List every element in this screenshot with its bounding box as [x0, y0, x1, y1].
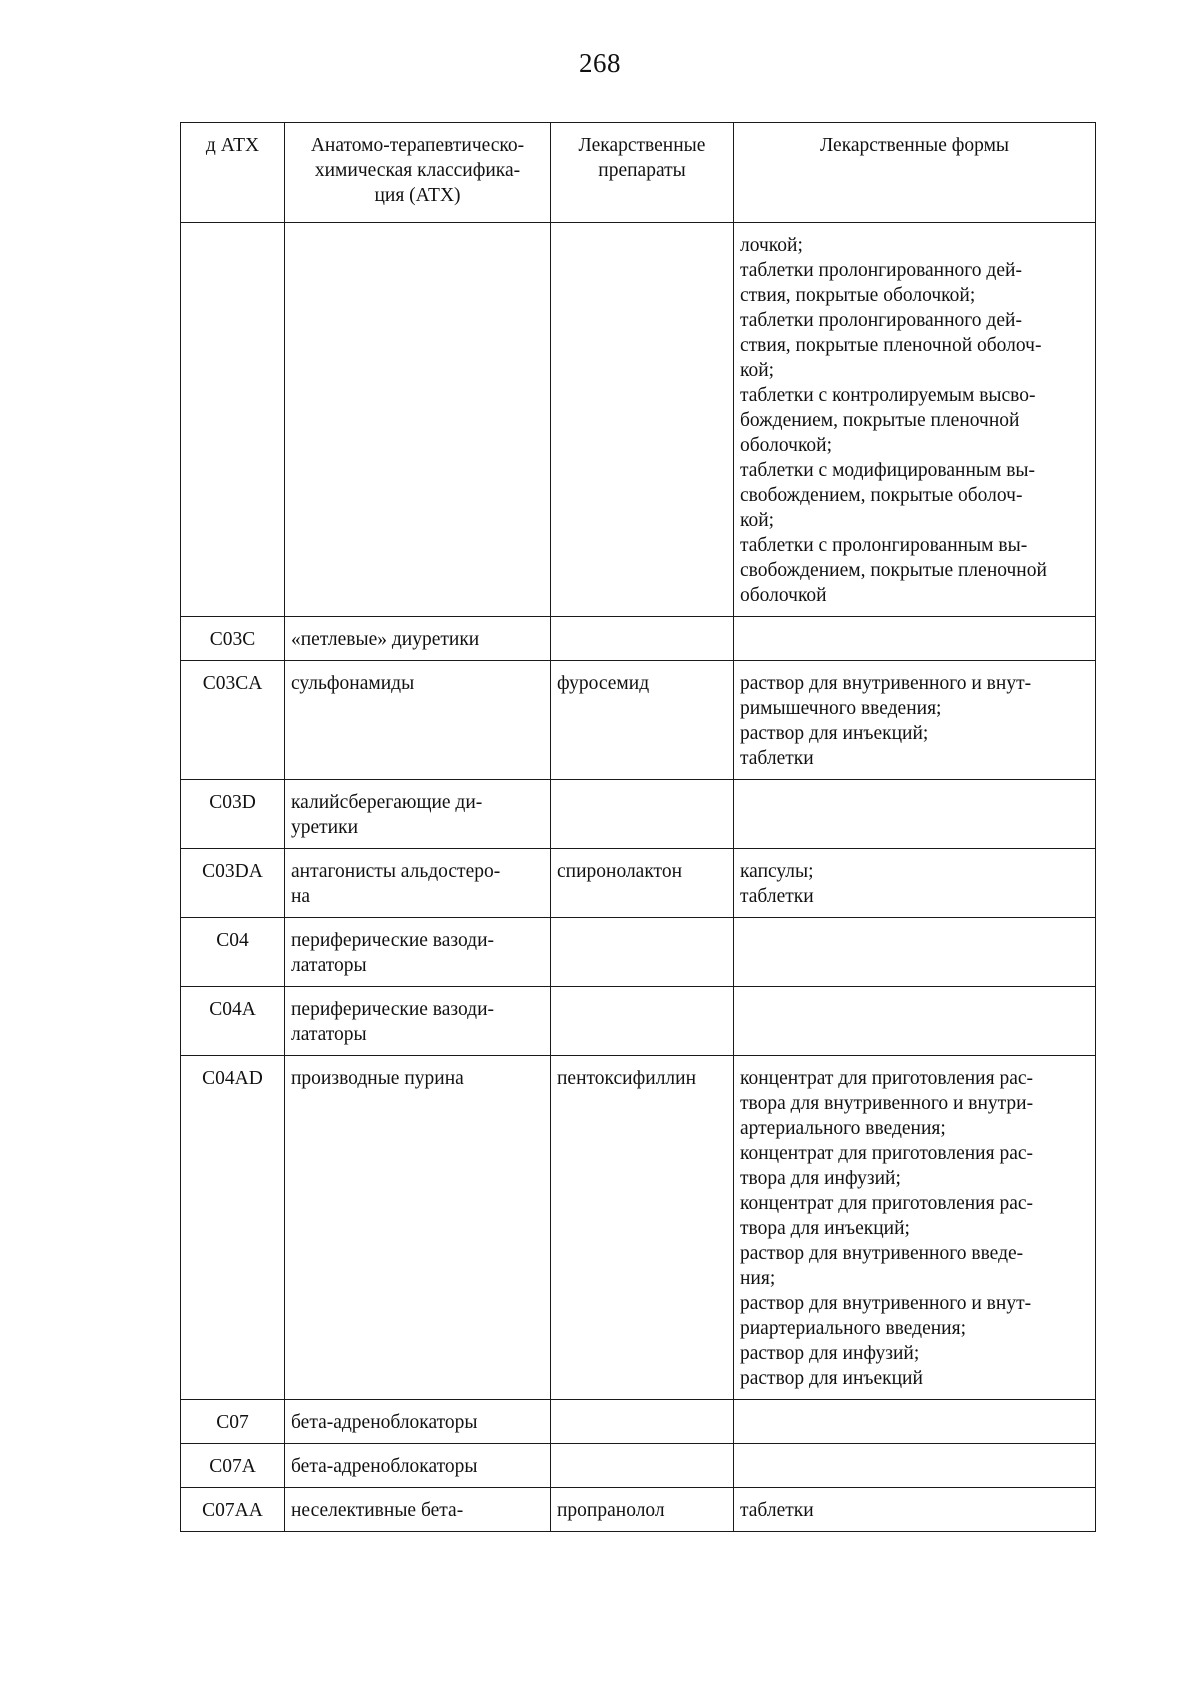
header-dosage-forms	[734, 123, 1096, 223]
cell-line: лататоры	[291, 955, 367, 976]
table-row	[181, 223, 1096, 617]
drug-cell	[551, 617, 734, 661]
cell-line: концентрат для приготовления рас-	[740, 1143, 1033, 1164]
header-line: Анатомо-терапевтическо-	[310, 135, 525, 156]
cell-line: «петлевые» диуретики	[291, 629, 480, 650]
page-number: 268	[579, 48, 621, 78]
cell-line: таблетки	[740, 748, 814, 769]
cell-line: оболочкой	[740, 585, 827, 606]
cell-line: таблетки с контролируемым высво-	[740, 385, 1036, 406]
drug-cell	[551, 987, 734, 1056]
cell-line: оболочкой;	[740, 435, 833, 456]
cell-line: пентоксифиллин	[557, 1068, 697, 1089]
atc-code-cell: C04A	[181, 987, 285, 1056]
atc-code-cell: C04	[181, 918, 285, 987]
classification-cell	[285, 849, 551, 918]
header-line: ция (АТХ)	[374, 185, 461, 206]
drug-cell	[551, 1444, 734, 1488]
atc-code-cell: C07A	[181, 1444, 285, 1488]
cell-line: раствор для инъекций	[740, 1368, 923, 1389]
cell-line: кой;	[740, 510, 775, 531]
cell-line: антагонисты альдостеро-	[291, 861, 501, 882]
table-row	[181, 918, 1096, 987]
dosage-forms-cell	[734, 987, 1096, 1056]
cell-line: лочкой;	[740, 235, 803, 256]
dosage-forms-cell	[734, 918, 1096, 987]
cell-line: ствия, покрытые пленочной оболоч-	[740, 335, 1042, 356]
header-line: химическая классифика-	[314, 160, 521, 181]
classification-cell	[285, 1056, 551, 1400]
table-row	[181, 1444, 1096, 1488]
dosage-forms-cell	[734, 1400, 1096, 1444]
cell-line: производные пурина	[291, 1068, 464, 1089]
cell-line: бета-адреноблокаторы	[291, 1412, 478, 1433]
dosage-forms-cell	[734, 661, 1096, 780]
table-body	[181, 223, 1096, 1532]
atc-code-cell: C03DA	[181, 849, 285, 918]
header-drugs	[551, 123, 734, 223]
cell-line: твора для инфузий;	[740, 1168, 901, 1189]
dosage-forms-cell	[734, 780, 1096, 849]
atc-table	[180, 122, 1096, 1532]
cell-line: таблетки	[740, 886, 814, 907]
cell-line: таблетки пролонгированного дей-	[740, 310, 1022, 331]
classification-cell	[285, 223, 551, 617]
dosage-forms-cell	[734, 1056, 1096, 1400]
table-row	[181, 1056, 1096, 1400]
cell-line: ствия, покрытые оболочкой;	[740, 285, 976, 306]
cell-line: риартериального введения;	[740, 1318, 967, 1339]
cell-line: римышечного введения;	[740, 698, 942, 719]
cell-line: периферические вазоди-	[291, 930, 495, 951]
table-row	[181, 1400, 1096, 1444]
cell-line: неселективные бета-	[291, 1500, 464, 1521]
cell-line: капсулы;	[740, 861, 814, 882]
classification-cell	[285, 987, 551, 1056]
header-atc-code	[181, 123, 285, 223]
drug-cell	[551, 223, 734, 617]
atc-code-cell: C03C	[181, 617, 285, 661]
atc-code-cell: C03CA	[181, 661, 285, 780]
atc-code-cell: C04AD	[181, 1056, 285, 1400]
cell-line: сульфонамиды	[291, 673, 415, 694]
cell-line: концентрат для приготовления рас-	[740, 1193, 1033, 1214]
dosage-forms-cell	[734, 1444, 1096, 1488]
drug-cell	[551, 1400, 734, 1444]
cell-line: пропранолол	[557, 1500, 665, 1521]
cell-line: твора для инъекций;	[740, 1218, 910, 1239]
table-row	[181, 849, 1096, 918]
dosage-forms-cell	[734, 223, 1096, 617]
drug-cell	[551, 661, 734, 780]
cell-line: свобождением, покрытые пленочной	[740, 560, 1047, 581]
table-row	[181, 1488, 1096, 1532]
cell-line: кой;	[740, 360, 775, 381]
classification-cell	[285, 661, 551, 780]
drug-cell	[551, 918, 734, 987]
classification-cell	[285, 617, 551, 661]
cell-line: таблетки пролонгированного дей-	[740, 260, 1022, 281]
table-header	[181, 123, 1096, 223]
classification-cell	[285, 1400, 551, 1444]
cell-line: таблетки	[740, 1500, 814, 1521]
cell-line: твора для внутривенного и внутри-	[740, 1093, 1034, 1114]
cell-line: ния;	[740, 1268, 776, 1289]
cell-line: на	[291, 886, 311, 907]
cell-line: таблетки с модифицированным вы-	[740, 460, 1035, 481]
table-row	[181, 987, 1096, 1056]
cell-line: свобождением, покрытые оболоч-	[740, 485, 1023, 506]
header-classification	[285, 123, 551, 223]
cell-line: таблетки с пролонгированным вы-	[740, 535, 1028, 556]
cell-line: уретики	[291, 817, 359, 838]
cell-line: калийсберегающие ди-	[291, 792, 483, 813]
drug-cell	[551, 849, 734, 918]
cell-line: раствор для внутривенного и внут-	[740, 1293, 1032, 1314]
cell-line: концентрат для приготовления рас-	[740, 1068, 1033, 1089]
header-row	[181, 123, 1096, 223]
atc-code-cell: C07	[181, 1400, 285, 1444]
cell-line: артериального введения;	[740, 1118, 946, 1139]
cell-line: лататоры	[291, 1024, 367, 1045]
dosage-forms-cell	[734, 617, 1096, 661]
drug-cell	[551, 780, 734, 849]
cell-line: спиронолактон	[557, 861, 683, 882]
atc-code-cell: C03D	[181, 780, 285, 849]
header-line: д АТХ	[205, 135, 260, 156]
cell-line: фуросемид	[557, 673, 650, 694]
classification-cell	[285, 780, 551, 849]
table-row	[181, 661, 1096, 780]
classification-cell	[285, 918, 551, 987]
dosage-forms-cell	[734, 849, 1096, 918]
classification-cell	[285, 1444, 551, 1488]
cell-line: раствор для внутривенного и внут-	[740, 673, 1032, 694]
atc-code-cell	[181, 223, 285, 617]
cell-line: периферические вазоди-	[291, 999, 495, 1020]
table-row	[181, 780, 1096, 849]
cell-line: раствор для инфузий;	[740, 1343, 920, 1364]
drug-cell	[551, 1056, 734, 1400]
atc-code-cell: C07AA	[181, 1488, 285, 1532]
header-line: Лекарственные	[578, 135, 706, 156]
dosage-forms-cell	[734, 1488, 1096, 1532]
table-row	[181, 617, 1096, 661]
cell-line: бождением, покрытые пленочной	[740, 410, 1020, 431]
header-line: препараты	[598, 160, 686, 181]
drug-cell	[551, 1488, 734, 1532]
cell-line: раствор для инъекций;	[740, 723, 929, 744]
cell-line: раствор для внутривенного введе-	[740, 1243, 1024, 1264]
cell-line: бета-адреноблокаторы	[291, 1456, 478, 1477]
header-line: Лекарственные формы	[819, 135, 1010, 156]
classification-cell	[285, 1488, 551, 1532]
